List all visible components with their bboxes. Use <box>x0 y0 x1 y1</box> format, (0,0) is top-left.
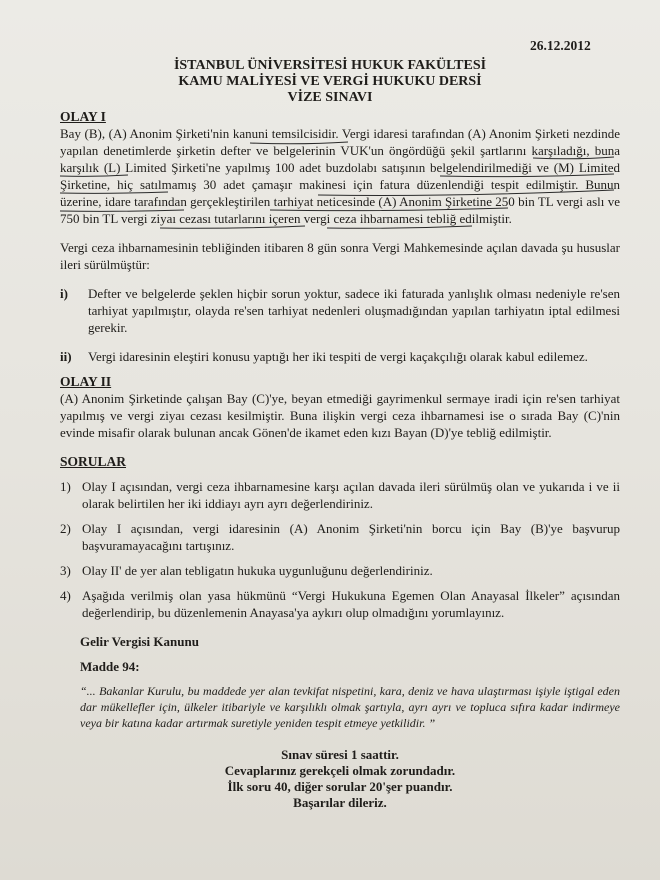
question-item <box>60 478 620 512</box>
exam-header <box>0 58 660 106</box>
course-title: KAMU MALİYESİ VE VERGİ HUKUKU DERSİ <box>178 74 482 89</box>
exam-date: 26.12.2012 <box>530 38 591 53</box>
question-text: Olay I açısından, vergi idaresinin (A) Anonim Şirketi'nin borcu için Bay (B)'ye başvurup başvuramayacağını tartışınız. <box>82 521 620 553</box>
claim-item <box>60 285 620 336</box>
question-number: 3) <box>60 563 71 578</box>
olay1-paragraph2: Vergi ceza ihbarnamesinin tebliğinden itibaren 8 gün sonra Vergi Mahkemesinde açılan davada şu hususlar ileri sürülmüştür: <box>60 240 620 272</box>
question-item <box>60 587 620 621</box>
question-item <box>60 520 620 554</box>
exam-duration: Sınav süresi 1 saattir. <box>281 747 399 762</box>
question-text: Aşağıda verilmiş olan yasa hükmünü “Vergi Hukukuna Egemen Olan Anayasal İlkeler” açısından değerlendirip, bu düzenlemenin Anayasa'ya aykırı olup olmadığını yorumlayınız. <box>82 588 620 620</box>
exam-title: VİZE SINAVI <box>287 90 373 105</box>
olay1-heading: OLAY I <box>60 109 106 124</box>
answer-requirement: Cevaplarınız gerekçeli olmak zorundadır. <box>224 763 456 778</box>
points-info: İlk soru 40, diğer sorular 20'şer puandır. <box>227 779 453 794</box>
olay2-paragraph: (A) Anonim Şirketinde çalışan Bay (C)'ye, beyan etmediği gayrimenkul sermaye iradi için re'sen tarhiyat yapılmış ve vergi ziyaı cezası kesilmiştir. Buna ilişkin vergi ceza ihbarnamesi ise o sırada Bay (C)'nin evinde misafir olarak bulunan ancak Gönen'de ikamet eden kızı Bayan (D)'ye tebliğ edilmiştir. <box>60 391 620 440</box>
question-text: Olay II' de yer alan tebligatın hukuka uygunluğunu değerlendiriniz. <box>82 563 433 578</box>
law-quote: “... Bakanlar Kurulu, bu maddede yer alan tevkifat nispetini, kara, deniz ve hava ulaştırması işiyle iştigal eden dar mükellefler için, ülkeler itibariyle ve karşılıklı olmak şartıyla, ayrı ayrı ve topluca sıfıra kadar indirmeye veya bir katına kadar artırmak suretiyle yeniden tespit etmeye yetkilidir. ” <box>80 684 620 730</box>
claim-text: Vergi idaresinin eleştiri konusu yaptığı her iki tespiti de vergi kaçakçılığı olarak kabul edilemez. <box>88 349 588 364</box>
claim-marker: ii) <box>60 349 72 364</box>
olay1-paragraph: Bay (B), (A) Anonim Şirketi'nin kanuni temsilcisidir. Vergi idaresi tarafından (A) Anonim Şirketi nezdinde yapılan denetimlerde şirketin defter ve belgelerinin VUK'un öngördüğü şekil şartlarını karşıladığı, buna karşılık (L) Limited Şirketi'ne yapılmış 100 adet buzdolabı satışının belgelendirilmediği ve (M) Limited Şirketine, hiç satılmamış 30 adet çamaşır makinesi için fatura düzenlendiği tespit edilmiştir. Bunun üzerine, idare tarafından gerçekleştirilen tarhiyat neticesinde (A) Anonim Şirketine 250 bin TL vergi aslı ve 750 bin TL vergi ziyaı cezası tutarlarını içeren vergi ceza ihbarnamesi tebliğ edilmiştir. <box>60 126 620 226</box>
claim-text: Defter ve belgelerde şeklen hiçbir sorun yoktur, sadece iki faturada yanlışlık olması nedeniyle re'sen tarhiyat yapılmıştır, olayda re'sen tarhiyat nedenleri oluşmadığından yapılan tarhiyatın iptal edilmesi gerekir. <box>88 286 620 335</box>
exam-content <box>60 108 620 811</box>
question-number: 4) <box>60 588 71 603</box>
olay2-heading: OLAY II <box>60 374 112 389</box>
question-item <box>60 562 620 579</box>
sorular-heading: SORULAR <box>60 454 127 469</box>
university-title: İSTANBUL ÜNİVERSİTESİ HUKUK FAKÜLTESİ <box>173 58 487 73</box>
article-number: Madde 94: <box>80 659 140 674</box>
question-number: 2) <box>60 521 71 536</box>
exam-footer <box>60 747 620 811</box>
claim-item <box>60 348 620 365</box>
question-text: Olay I açısından, vergi ceza ihbarnamesine karşı açılan davada ileri sürülmüş olan ve yukarıda i ve ii olarak belirtilen her iki iddiayı ayrı ayrı değerlendiriniz. <box>82 479 620 511</box>
law-title: Gelir Vergisi Kanunu <box>80 634 199 649</box>
claim-marker: i) <box>60 286 68 301</box>
good-luck: Başarılar dileriz. <box>293 795 387 810</box>
question-number: 1) <box>60 479 71 494</box>
